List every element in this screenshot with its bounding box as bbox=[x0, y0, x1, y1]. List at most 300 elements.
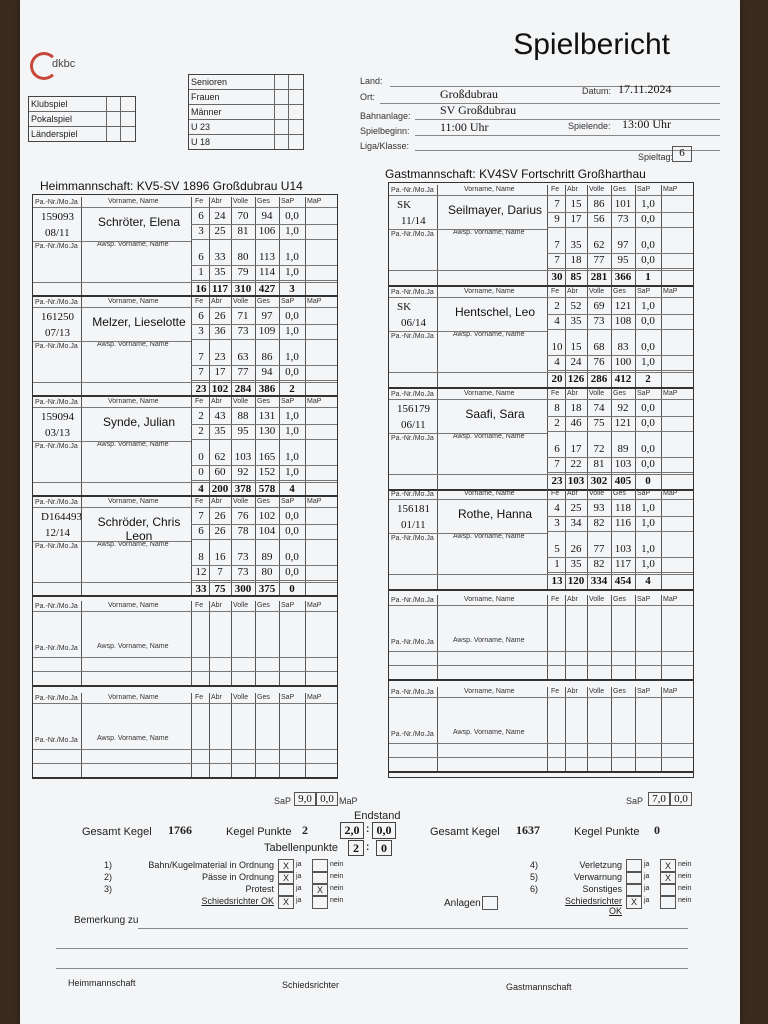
ges-header: Ges bbox=[613, 490, 626, 497]
guest-team-name: KV4SV Fortschritt Großharthau bbox=[479, 167, 646, 181]
grid-line bbox=[33, 763, 337, 764]
home-gesamt-value: 1766 bbox=[168, 823, 192, 837]
grid-line bbox=[389, 574, 693, 575]
guest-gesamt-value: 1637 bbox=[516, 823, 540, 837]
pass-header-ersatz: Pa.-Nr./Mo.Ja bbox=[391, 231, 434, 238]
name-header: Vorname, Name bbox=[464, 596, 515, 603]
check-number: 2) bbox=[104, 872, 113, 882]
score-cell: 71 bbox=[237, 310, 249, 322]
score-cell: 118 bbox=[614, 502, 632, 514]
score-cell: 2 bbox=[554, 300, 560, 312]
game-type-row bbox=[29, 127, 135, 141]
grid-line bbox=[389, 499, 693, 500]
grid-line bbox=[191, 239, 337, 240]
pass-header: Pa.-Nr./Mo.Ja bbox=[35, 499, 78, 506]
score-cell: 15 bbox=[570, 341, 582, 353]
name-header: Vorname, Name bbox=[464, 390, 515, 397]
score-cell: 22 bbox=[570, 458, 582, 470]
grid-line bbox=[81, 541, 191, 542]
name-header: Vorname, Name bbox=[108, 198, 159, 205]
score-cell: 7 bbox=[198, 510, 204, 522]
grid-line bbox=[33, 611, 337, 612]
category-row bbox=[189, 105, 303, 120]
score-cell: 106 bbox=[258, 225, 276, 237]
score-cell: 1,0 bbox=[285, 266, 299, 278]
score-cell: 101 bbox=[614, 198, 632, 210]
score-cell: 35 bbox=[214, 266, 226, 278]
ges-header: Ges bbox=[613, 688, 626, 695]
score-cell: 62 bbox=[593, 239, 605, 251]
score-cell: 82 bbox=[593, 558, 605, 570]
map-header: MaP bbox=[307, 198, 322, 205]
score-cell: 104 bbox=[258, 525, 276, 537]
guest_players-empty-block bbox=[389, 687, 693, 773]
score-cell: 152 bbox=[258, 466, 276, 478]
score-cell: 81 bbox=[593, 458, 605, 470]
score-cell: 24 bbox=[570, 356, 582, 368]
score-cell: 1,0 bbox=[641, 517, 655, 529]
end-home: 2,0 bbox=[340, 822, 364, 839]
grid-line bbox=[191, 601, 192, 685]
score-cell: 7 bbox=[554, 239, 560, 251]
score-cell: 35 bbox=[570, 315, 582, 327]
fe-header: Fe bbox=[195, 602, 204, 609]
nein-label: nein bbox=[330, 897, 344, 904]
name-header: Vorname, Name bbox=[464, 490, 515, 497]
pass-header-ersatz: Pa.-Nr./Mo.Ja bbox=[391, 535, 434, 542]
volle-header: Volle bbox=[589, 186, 605, 193]
total-cell: 33 bbox=[195, 583, 207, 595]
beginn-value: 11:00 Uhr bbox=[440, 120, 489, 134]
grid-line bbox=[191, 439, 337, 440]
score-cell: 0 bbox=[198, 466, 204, 478]
pass-header-ersatz: Pa.-Nr./Mo.Ja bbox=[35, 343, 78, 350]
grid-line bbox=[191, 380, 337, 381]
ges-header: Ges bbox=[257, 694, 270, 701]
score-cell: 26 bbox=[214, 525, 226, 537]
score-cell: 130 bbox=[258, 425, 276, 437]
score-cell: 3 bbox=[198, 225, 204, 237]
score-cell: 26 bbox=[214, 310, 226, 322]
ges-header: Ges bbox=[257, 498, 270, 505]
score-cell: 1,0 bbox=[285, 466, 299, 478]
guest-score-grid bbox=[388, 182, 694, 778]
pass-date: 06/11 bbox=[401, 419, 426, 431]
page-title: Spielbericht bbox=[513, 28, 670, 61]
category-row bbox=[189, 120, 303, 135]
check-number: 4) bbox=[530, 860, 539, 870]
score-cell: 4 bbox=[554, 356, 560, 368]
volle-header: Volle bbox=[233, 694, 249, 701]
category-row bbox=[189, 90, 303, 105]
score-cell: 7 bbox=[217, 566, 223, 578]
ges-header: Ges bbox=[613, 186, 626, 193]
player-name: Saafi, Sara bbox=[465, 407, 525, 421]
score-cell: 77 bbox=[237, 366, 249, 378]
score-cell: 52 bbox=[570, 300, 582, 312]
map-header: MaP bbox=[307, 298, 322, 305]
category-check bbox=[288, 120, 303, 134]
bahn-label: Bahnanlage: bbox=[360, 111, 411, 121]
score-cell: 1,0 bbox=[641, 300, 655, 312]
check-nein-box[interactable]: X bbox=[660, 859, 676, 873]
home-sap-total: 9,0 bbox=[294, 792, 316, 806]
sap-header: SaP bbox=[637, 596, 651, 603]
check-nein-box[interactable] bbox=[312, 895, 328, 909]
map-header: MaP bbox=[307, 602, 322, 609]
pass-header: Pa.-Nr./Mo.Ja bbox=[35, 603, 78, 610]
score-cell: 89 bbox=[261, 551, 273, 563]
map-header: MaP bbox=[307, 498, 322, 505]
total-cell: 300 bbox=[234, 583, 252, 595]
sap-header: SaP bbox=[637, 390, 651, 397]
score-cell: 1,0 bbox=[641, 558, 655, 570]
ges-header: Ges bbox=[257, 398, 270, 405]
ja-label: ja bbox=[644, 897, 650, 904]
pass-number: D164493 bbox=[41, 511, 82, 523]
anlagen-checkbox[interactable] bbox=[482, 896, 498, 910]
pass-header-ersatz: Pa.-Nr./Mo.Ja bbox=[391, 435, 434, 442]
score-cell: 63 bbox=[237, 351, 249, 363]
score-cell: 6 bbox=[198, 210, 204, 222]
pass-date: 01/11 bbox=[401, 519, 426, 531]
home-kp-label: Kegel Punkte bbox=[226, 826, 292, 838]
score-cell: 35 bbox=[570, 239, 582, 251]
score-cell: 6 bbox=[198, 251, 204, 263]
sap-header: SaP bbox=[281, 398, 295, 405]
grid-line bbox=[81, 197, 82, 295]
ersatz-header: Awsp. Vorname, Name bbox=[453, 229, 525, 236]
grid-line bbox=[81, 441, 191, 442]
score-cell: 0,0 bbox=[285, 366, 299, 378]
ersatz-header: Awsp. Vorname, Name bbox=[97, 241, 169, 248]
score-cell: 3 bbox=[198, 325, 204, 337]
grid-line bbox=[389, 651, 693, 652]
beginn-label: Spielbeginn: bbox=[360, 126, 410, 136]
score-cell: 103 bbox=[614, 458, 632, 470]
grid-line bbox=[547, 370, 693, 371]
grid-line bbox=[661, 687, 662, 771]
total-cell: 281 bbox=[590, 271, 608, 283]
ende-value: 13:00 Uhr bbox=[622, 117, 671, 131]
game-type-check bbox=[106, 127, 121, 141]
home-gesamt-label: Gesamt Kegel bbox=[82, 826, 152, 838]
sap-header: SaP bbox=[281, 198, 295, 205]
check-nein-box[interactable]: X bbox=[312, 883, 328, 897]
grid-line bbox=[389, 372, 693, 373]
score-cell: 73 bbox=[617, 213, 629, 225]
total-cell: 2 bbox=[289, 383, 295, 395]
guest-sap-total: 7,0 bbox=[648, 792, 670, 806]
grid-line bbox=[547, 595, 548, 679]
total-cell: 302 bbox=[590, 475, 608, 487]
fe-header: Fe bbox=[551, 186, 560, 193]
score-cell: 6 bbox=[554, 443, 560, 455]
total-cell: 1 bbox=[645, 271, 651, 283]
home-sap-total-2: 0,0 bbox=[316, 792, 338, 806]
volle-header: Volle bbox=[589, 390, 605, 397]
score-cell: 1,0 bbox=[285, 451, 299, 463]
total-cell: 13 bbox=[551, 575, 563, 587]
pass-header-ersatz: Pa.-Nr./Mo.Ja bbox=[35, 737, 78, 744]
sap-header: SaP bbox=[281, 602, 295, 609]
grid-line bbox=[389, 743, 693, 744]
score-cell: 82 bbox=[593, 517, 605, 529]
category-check bbox=[274, 135, 289, 149]
category-label: U 18 bbox=[191, 137, 211, 147]
ja-label: ja bbox=[644, 861, 650, 868]
abr-header: Abr bbox=[211, 398, 222, 405]
home-kp-value: 2 bbox=[302, 823, 308, 837]
grid-line bbox=[389, 195, 693, 196]
grid-line bbox=[33, 541, 81, 542]
score-cell: 76 bbox=[593, 356, 605, 368]
score-cell: 1,0 bbox=[641, 543, 655, 555]
score-cell: 103 bbox=[234, 451, 252, 463]
score-cell: 1 bbox=[554, 558, 560, 570]
score-cell: 0,0 bbox=[641, 443, 655, 455]
player-name: Schröter, Elena bbox=[97, 215, 181, 229]
grid-line bbox=[255, 693, 256, 777]
grid-line bbox=[389, 331, 437, 332]
nein-label: nein bbox=[678, 897, 692, 904]
guest-sap-total-2: 0,0 bbox=[670, 792, 692, 806]
home_players-player-block bbox=[33, 497, 337, 597]
abr-header: Abr bbox=[211, 198, 222, 205]
game-type-check bbox=[120, 112, 135, 126]
total-cell: 117 bbox=[212, 283, 228, 295]
bahn-value: SV Großdubrau bbox=[440, 103, 517, 117]
score-cell: 25 bbox=[570, 502, 582, 514]
name-header: Vorname, Name bbox=[464, 186, 515, 193]
check-nein-box[interactable]: X bbox=[660, 871, 676, 885]
grid-line bbox=[191, 480, 337, 481]
total-cell: 334 bbox=[590, 575, 608, 587]
score-cell: 114 bbox=[258, 266, 276, 278]
grid-line bbox=[547, 268, 693, 269]
category-row bbox=[189, 75, 303, 90]
score-cell: 70 bbox=[237, 210, 249, 222]
name-header: Vorname, Name bbox=[108, 398, 159, 405]
check-ja-box[interactable]: X bbox=[278, 859, 294, 873]
score-cell: 10 bbox=[551, 341, 563, 353]
total-cell: 120 bbox=[567, 575, 585, 587]
category-check bbox=[288, 75, 303, 89]
total-cell: 102 bbox=[211, 383, 229, 395]
grid-line bbox=[231, 693, 232, 777]
home_players-empty-block bbox=[33, 601, 337, 687]
ges-header: Ges bbox=[257, 602, 270, 609]
category-check bbox=[288, 105, 303, 119]
player-name: Seilmayer, Darius bbox=[447, 203, 543, 217]
total-cell: 4 bbox=[645, 575, 651, 587]
total-cell: 200 bbox=[211, 483, 229, 495]
pass-header: Pa.-Nr./Mo.Ja bbox=[35, 399, 78, 406]
fe-header: Fe bbox=[195, 498, 204, 505]
grid-line bbox=[547, 472, 693, 473]
score-cell: 0,0 bbox=[285, 510, 299, 522]
score-cell: 86 bbox=[593, 198, 605, 210]
category-row bbox=[189, 135, 303, 149]
score-cell: 23 bbox=[214, 351, 226, 363]
grid-line bbox=[611, 687, 612, 771]
check-ja-box[interactable]: X bbox=[278, 895, 294, 909]
score-cell: 18 bbox=[570, 254, 582, 266]
check-label: Verwarnung bbox=[573, 872, 622, 882]
total-cell: 386 bbox=[258, 383, 276, 395]
score-cell: 0,0 bbox=[641, 213, 655, 225]
ort-value: Großdubrau bbox=[440, 87, 498, 101]
grid-line bbox=[437, 229, 547, 230]
pass-number: SK bbox=[397, 199, 412, 211]
score-cell: 7 bbox=[554, 254, 560, 266]
grid-line bbox=[33, 441, 81, 442]
pass-date: 12/14 bbox=[45, 527, 71, 539]
score-cell: 26 bbox=[570, 543, 582, 555]
grid-line bbox=[587, 595, 588, 679]
name-header: Vorname, Name bbox=[108, 298, 159, 305]
grid-line bbox=[81, 397, 82, 495]
tab-guest: 0 bbox=[376, 840, 392, 856]
score-cell: 7 bbox=[554, 458, 560, 470]
pass-header: Pa.-Nr./Mo.Ja bbox=[391, 491, 434, 498]
ges-header: Ges bbox=[613, 596, 626, 603]
ende-label: Spielende: bbox=[568, 121, 611, 131]
total-cell: 126 bbox=[567, 373, 585, 385]
pass-header-ersatz: Pa.-Nr./Mo.Ja bbox=[391, 639, 434, 646]
map-header: MaP bbox=[663, 490, 678, 497]
abr-header: Abr bbox=[567, 288, 578, 295]
grid-line bbox=[389, 270, 693, 271]
score-cell: 2 bbox=[554, 417, 560, 429]
pass-header: Pa.-Nr./Mo.Ja bbox=[35, 695, 78, 702]
score-cell: 97 bbox=[617, 239, 629, 251]
score-cell: 46 bbox=[570, 417, 582, 429]
grid-line bbox=[33, 341, 81, 342]
guest_players-empty-block bbox=[389, 595, 693, 681]
score-cell: 78 bbox=[237, 525, 249, 537]
score-cell: 0,0 bbox=[285, 525, 299, 537]
score-cell: 103 bbox=[614, 543, 632, 555]
check-number: 1) bbox=[104, 860, 113, 870]
guest_players-player-block bbox=[389, 489, 693, 591]
score-cell: 1,0 bbox=[641, 356, 655, 368]
total-cell: 2 bbox=[645, 373, 651, 385]
abr-header: Abr bbox=[567, 390, 578, 397]
score-cell: 100 bbox=[614, 356, 632, 368]
total-cell: 378 bbox=[234, 483, 252, 495]
check-label: Schiedsrichter OK bbox=[201, 896, 274, 906]
abr-header: Abr bbox=[211, 602, 222, 609]
grid-line bbox=[81, 297, 82, 395]
score-cell: 73 bbox=[237, 325, 249, 337]
score-cell: 17 bbox=[570, 213, 582, 225]
grid-line bbox=[209, 601, 210, 685]
check-ja-box[interactable]: X bbox=[626, 895, 642, 909]
check-ja-box[interactable]: X bbox=[278, 871, 294, 885]
volle-header: Volle bbox=[233, 398, 249, 405]
map-header: MaP bbox=[663, 596, 678, 603]
abr-header: Abr bbox=[211, 694, 222, 701]
score-cell: 8 bbox=[198, 551, 204, 563]
nein-label: nein bbox=[330, 885, 344, 892]
endstand-label: Endstand bbox=[354, 810, 401, 822]
total-cell: 16 bbox=[195, 283, 207, 295]
total-cell: 4 bbox=[289, 483, 295, 495]
map-header: MaP bbox=[663, 288, 678, 295]
score-cell: 89 bbox=[617, 443, 629, 455]
ersatz-header: Awsp. Vorname, Name bbox=[97, 735, 169, 742]
category-label: Senioren bbox=[191, 77, 228, 87]
score-cell: 92 bbox=[237, 466, 249, 478]
score-cell: 80 bbox=[237, 251, 249, 263]
player-name: Melzer, Lieselotte bbox=[92, 315, 186, 329]
total-cell: 405 bbox=[614, 475, 632, 487]
volle-header: Volle bbox=[233, 198, 249, 205]
grid-line bbox=[437, 331, 547, 332]
score-cell: 74 bbox=[593, 402, 605, 414]
score-cell: 1,0 bbox=[285, 425, 299, 437]
abr-header: Abr bbox=[211, 498, 222, 505]
name-header: Vorname, Name bbox=[464, 688, 515, 695]
check-number: 3) bbox=[104, 884, 113, 894]
total-cell: 310 bbox=[234, 283, 252, 295]
score-cell: 117 bbox=[614, 558, 632, 570]
datum-value: 17.11.2024 bbox=[618, 82, 672, 96]
home-map-label: MaP bbox=[339, 796, 358, 806]
score-cell: 35 bbox=[570, 558, 582, 570]
grid-line bbox=[565, 687, 566, 771]
pass-header-ersatz: Pa.-Nr./Mo.Ja bbox=[391, 731, 434, 738]
ges-header: Ges bbox=[613, 390, 626, 397]
ersatz-header: Awsp. Vorname, Name bbox=[97, 643, 169, 650]
home_players-empty-block bbox=[33, 693, 337, 779]
abr-header: Abr bbox=[567, 490, 578, 497]
grid-line bbox=[209, 693, 210, 777]
score-cell: 0,0 bbox=[285, 566, 299, 578]
score-cell: 113 bbox=[258, 251, 276, 263]
name-header: Vorname, Name bbox=[108, 694, 159, 701]
score-cell: 1,0 bbox=[641, 502, 655, 514]
total-cell: 4 bbox=[198, 483, 204, 495]
name-header: Vorname, Name bbox=[464, 288, 515, 295]
grid-line bbox=[547, 227, 693, 228]
category-box bbox=[188, 74, 304, 150]
score-cell: 94 bbox=[261, 366, 273, 378]
pass-date: 08/11 bbox=[45, 227, 70, 239]
check-nein-box[interactable] bbox=[660, 895, 676, 909]
guest-gesamt-label: Gesamt Kegel bbox=[430, 826, 500, 838]
dkbc-logo bbox=[30, 52, 90, 82]
grid-line bbox=[191, 580, 337, 581]
grid-line bbox=[389, 297, 693, 298]
score-cell: 1,0 bbox=[285, 410, 299, 422]
score-cell: 68 bbox=[593, 341, 605, 353]
game-type-check bbox=[120, 127, 135, 141]
score-cell: 7 bbox=[554, 198, 560, 210]
player-name: Hentschel, Leo bbox=[454, 305, 536, 319]
grid-line bbox=[279, 693, 280, 777]
check-label: Bahn/Kugelmaterial in Ordnung bbox=[148, 860, 274, 870]
game-type-row bbox=[29, 112, 135, 127]
total-cell: 85 bbox=[570, 271, 582, 283]
game-type-label: Länderspiel bbox=[31, 129, 78, 139]
pass-header: Pa.-Nr./Mo.Ja bbox=[391, 689, 434, 696]
score-cell: 102 bbox=[258, 510, 276, 522]
ersatz-header: Awsp. Vorname, Name bbox=[97, 341, 169, 348]
category-label: U 23 bbox=[191, 122, 211, 132]
score-cell: 75 bbox=[593, 417, 605, 429]
